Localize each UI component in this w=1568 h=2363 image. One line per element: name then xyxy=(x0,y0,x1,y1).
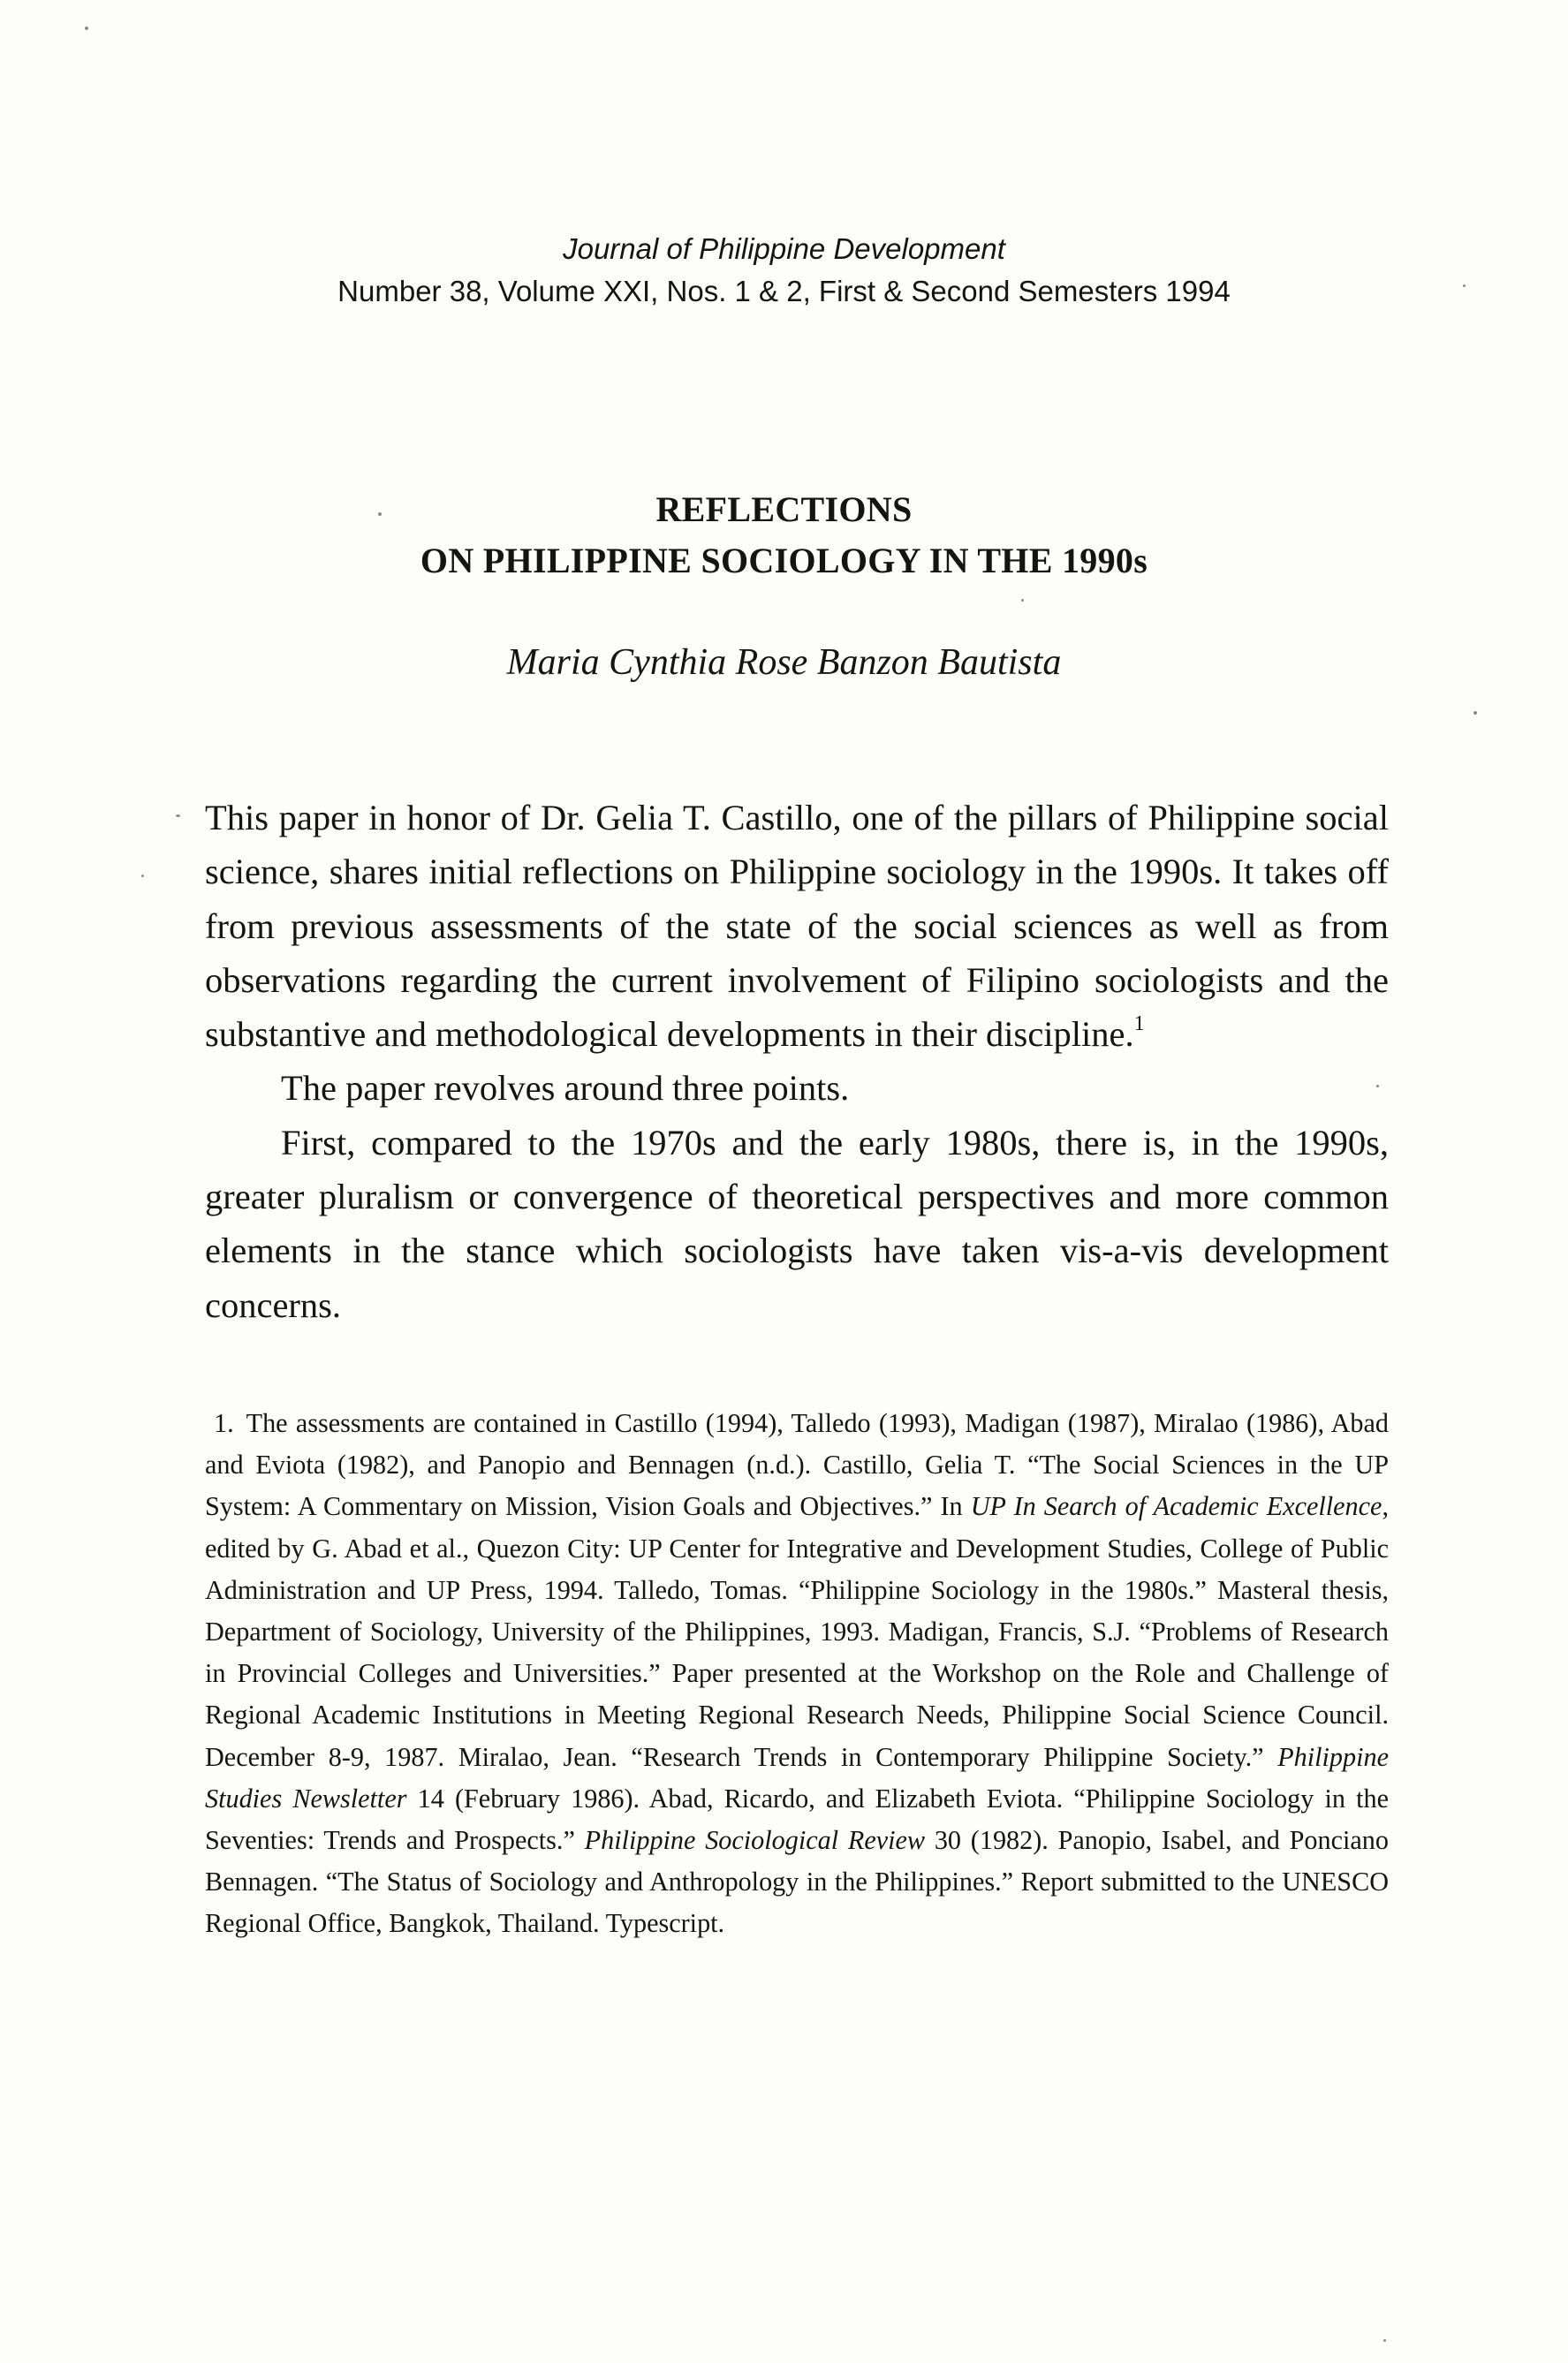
body-paragraph-1-text: This paper in honor of Dr. Gelia T. Castillo, one of the pillars of Philippine social science, shares initial reflections on Philippine sociology in the 1990s. It takes off from previous assessments of the state of the social sciences as well as from observations regarding the current involvement of Filipino sociologists and the substantive and methodological developments in their discipline. xyxy=(205,798,1389,1055)
article-author: Maria Cynthia Rose Banzon Bautista xyxy=(506,642,1062,683)
journal-name: Journal of Philippine Development xyxy=(563,232,1005,265)
article-title xyxy=(0,484,1568,587)
footnote-segment: , edited by G. Abad et al., Quezon City: UP Center for Integrative and Development Studies, College of Public Administration and UP Press, 1994. Talledo, Tomas. “Philippine Sociology in the 1980s.” Masteral thesis, Department of Sociology, University of the Philippines, 1993. Madigan, Francis, S.J. “Problems of Research in Provincial Colleges and Universities.” Paper presented at the Workshop on the Role and Challenge of Regional Academic Institutions in Meeting Regional Research Needs, Philippine Social Science Council. December 8-9, 1987. Miralao, Jean. “Research Trends in Contemporary Philippine Society.” xyxy=(205,1491,1389,1772)
scan-speck xyxy=(1383,2339,1386,2342)
article-body xyxy=(205,791,1389,1332)
body-paragraph-1 xyxy=(205,791,1389,1061)
footnote-segment: 30 (1982). Panopio, Isabel, and Ponciano Bennagen. “The Status of Sociology and Anthropology in the Philippines.” Report submitted to the UNESCO Regional Office, Bangkok, Thailand. Typescript. xyxy=(205,1825,1389,1939)
footnote-segment: The assessments are contained in Castillo (1994), Talledo (1993), Madigan (1987), Miralao (1986), Abad and Eviota (1982), and Panopio and Bennagen (n.d.). Castillo, Gelia T. “The Social Sciences in the UP System: A Commentary on Mission, Vision Goals and Objectives.” In xyxy=(205,1408,1389,1522)
footnote-reference: 1 xyxy=(1133,1012,1145,1036)
body-paragraph-2: The paper revolves around three points. xyxy=(281,1068,850,1109)
scan-speck xyxy=(1021,599,1024,602)
scan-speck xyxy=(1463,284,1466,287)
footnote-number: 1. xyxy=(214,1408,234,1438)
scan-speck xyxy=(1376,1085,1379,1087)
scan-speck xyxy=(378,512,382,516)
footnote xyxy=(205,1403,1389,1945)
article-title-line-2: ON PHILIPPINE SOCIOLOGY IN THE 1990s xyxy=(420,541,1148,580)
footnote-segment: 14 (February 1986). Abad, Ricardo, and Elizabeth Eviota. “Philippine Sociology in the Seventies: Trends and Prospects.” xyxy=(205,1783,1390,1856)
footnote-segment-italic: Philippine Studies Newsletter xyxy=(205,1741,1389,1814)
journal-issue: Number 38, Volume XXI, Nos. 1 & 2, First & Second Semesters 1994 xyxy=(337,275,1231,307)
scan-speck xyxy=(1473,711,1477,715)
scan-speck xyxy=(141,875,144,877)
scan-speck xyxy=(176,814,180,817)
body-paragraph-3: First, compared to the 1970s and the early 1980s, there is, in the 1990s, greater pluralism or convergence of theoretical perspectives and more common elements in the stance which sociologists have taken vis-a-vis development concerns. xyxy=(205,1122,1389,1325)
journal-header xyxy=(0,228,1568,313)
footnote-paragraph xyxy=(205,1403,1389,1945)
footnote-segment-italic: UP In Search of Academic Excellence xyxy=(970,1491,1382,1522)
scan-speck xyxy=(85,27,88,30)
footnote-segment-italic: Philippine Sociological Review xyxy=(584,1825,926,1856)
article-title-line-1: REFLECTIONS xyxy=(655,489,913,529)
